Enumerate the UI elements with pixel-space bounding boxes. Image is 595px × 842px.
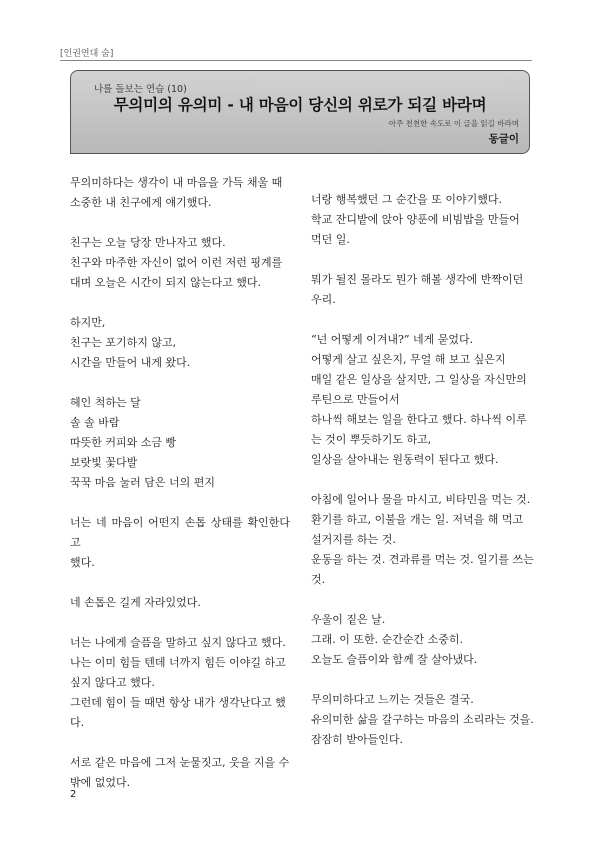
text-line: 너랑 행복했던 그 순간을 또 이야기했다. xyxy=(311,193,502,206)
text-line: 매일 같은 일상을 살지만, 그 일상을 자신만의 xyxy=(311,373,527,386)
text-line: 어떻게 살고 싶은지, 무얼 해 보고 싶은지 xyxy=(311,353,506,366)
series-label: 나를 돌보는 연습 (10) xyxy=(94,84,187,95)
text-line: 싶지 않다고 했다. xyxy=(70,676,155,689)
text-line: 뭐가 될진 몰라도 뭔가 해볼 생각에 반짝이던 xyxy=(311,273,524,286)
text-line: 따뜻한 커피와 소금 빵 xyxy=(70,436,177,449)
header-rule xyxy=(60,60,532,61)
page-number: 2 xyxy=(70,789,77,800)
text-line: 꾹꾹 마음 눌러 담은 너의 편지 xyxy=(70,476,215,489)
article-title: 무의미의 유의미 - 내 마음이 당신의 위로가 되길 바라며 xyxy=(113,96,487,114)
text-line: 친구는 오늘 당장 만나자고 했다. xyxy=(70,236,226,249)
text-line: 무의미하다는 생각이 내 마음을 가득 채울 때 xyxy=(70,176,283,189)
running-head: [인권연대 숨] xyxy=(60,49,114,59)
stanza xyxy=(311,190,534,250)
text-line: 하나씩 해보는 일을 한다고 했다. 하나씩 이루 xyxy=(311,413,527,426)
text-line: 하지만, xyxy=(70,316,106,329)
text-line: 환기를 하고, 이불을 개는 일. 저녁을 해 먹고 xyxy=(311,513,524,526)
stanza xyxy=(70,593,290,613)
text-line: 너는 네 마음이 어떤지 손톱 상태를 확인한다고 xyxy=(70,516,290,549)
text-line: 그래. 이 또한. 순간순간 소중히. xyxy=(311,633,463,646)
text-line: 나는 이미 힘들 텐데 너까지 힘든 이야길 하고 xyxy=(70,656,286,669)
text-line: 우리. xyxy=(311,293,336,306)
text-line: “넌 어떻게 이겨내?” 네게 묻었다. xyxy=(311,333,474,346)
stanza xyxy=(311,610,534,670)
text-line: 대며 오늘은 시간이 되지 않는다고 했다. xyxy=(70,276,261,289)
text-line: 다. xyxy=(70,716,85,729)
left-column xyxy=(70,173,290,813)
text-line: 너는 나에게 슬픔을 말하고 싶지 않다고 했다. xyxy=(70,636,286,649)
text-line: 헤인 척하는 달 xyxy=(70,396,141,409)
reading-note: 아주 천천한 속도로 이 글을 읽길 바라며 xyxy=(388,119,519,128)
text-line: 네 손톱은 길게 자라있었다. xyxy=(70,596,201,609)
author-name: 동글이 xyxy=(488,133,519,145)
stanza xyxy=(70,313,290,373)
text-line: 보랏빛 꽃다발 xyxy=(70,456,138,469)
text-line: 일상을 살아내는 원동력이 된다고 했다. xyxy=(311,453,499,466)
text-line: 밖에 없었다. xyxy=(70,776,131,789)
stanza xyxy=(70,393,290,493)
stanza xyxy=(70,173,290,213)
text-line: 우울이 짙은 날. xyxy=(311,613,386,626)
text-line: 아침에 일어나 물을 마시고, 비타민을 먹는 것. xyxy=(311,493,531,506)
text-line: 했다. xyxy=(70,556,95,569)
text-line: 무의미하다고 느끼는 것들은 결국. xyxy=(311,693,474,706)
text-line: 루틴으로 만들어서 xyxy=(311,393,400,406)
right-column xyxy=(311,190,534,770)
stanza xyxy=(311,690,534,750)
stanza xyxy=(311,330,534,470)
title-box xyxy=(70,70,530,154)
text-line: 친구는 포기하지 않고, xyxy=(70,336,177,349)
text-line: 잠잠히 받아들인다. xyxy=(311,733,404,746)
text-line: 오늘도 슬픔이와 함께 잘 살아냈다. xyxy=(311,653,478,666)
text-line: 먹던 일. xyxy=(311,233,350,246)
text-line: 그런데 힘이 들 때면 항상 내가 생각난다고 했 xyxy=(70,696,286,709)
text-line: 것. xyxy=(311,573,326,586)
stanza xyxy=(311,270,534,310)
text-line: 운동을 하는 것. 견과류를 먹는 것. 일기를 쓰는 xyxy=(311,553,534,566)
text-line: 시간을 만들어 내게 왔다. xyxy=(70,356,191,369)
stanza xyxy=(70,753,290,793)
stanza xyxy=(70,513,290,573)
text-line: 는 것이 뿌듯하기도 하고, xyxy=(311,433,432,446)
stanza xyxy=(311,490,534,590)
text-line: 설거지를 하는 것. xyxy=(311,533,396,546)
text-line: 서로 같은 마음에 그저 눈물짓고, 웃을 지을 수 xyxy=(70,756,290,769)
stanza xyxy=(70,633,290,733)
text-line: 학교 잔디밭에 앉아 양푼에 비빔밥을 만들어 xyxy=(311,213,520,226)
stanza xyxy=(70,233,290,293)
text-line: 솔 솔 바람 xyxy=(70,416,120,429)
text-line: 유의미한 삶을 갈구하는 마음의 소리라는 것을. xyxy=(311,713,534,726)
text-line: 친구와 마주한 자신이 없어 이런 저런 핑계를 xyxy=(70,256,283,269)
text-line: 소중한 내 친구에게 얘기했다. xyxy=(70,196,212,209)
